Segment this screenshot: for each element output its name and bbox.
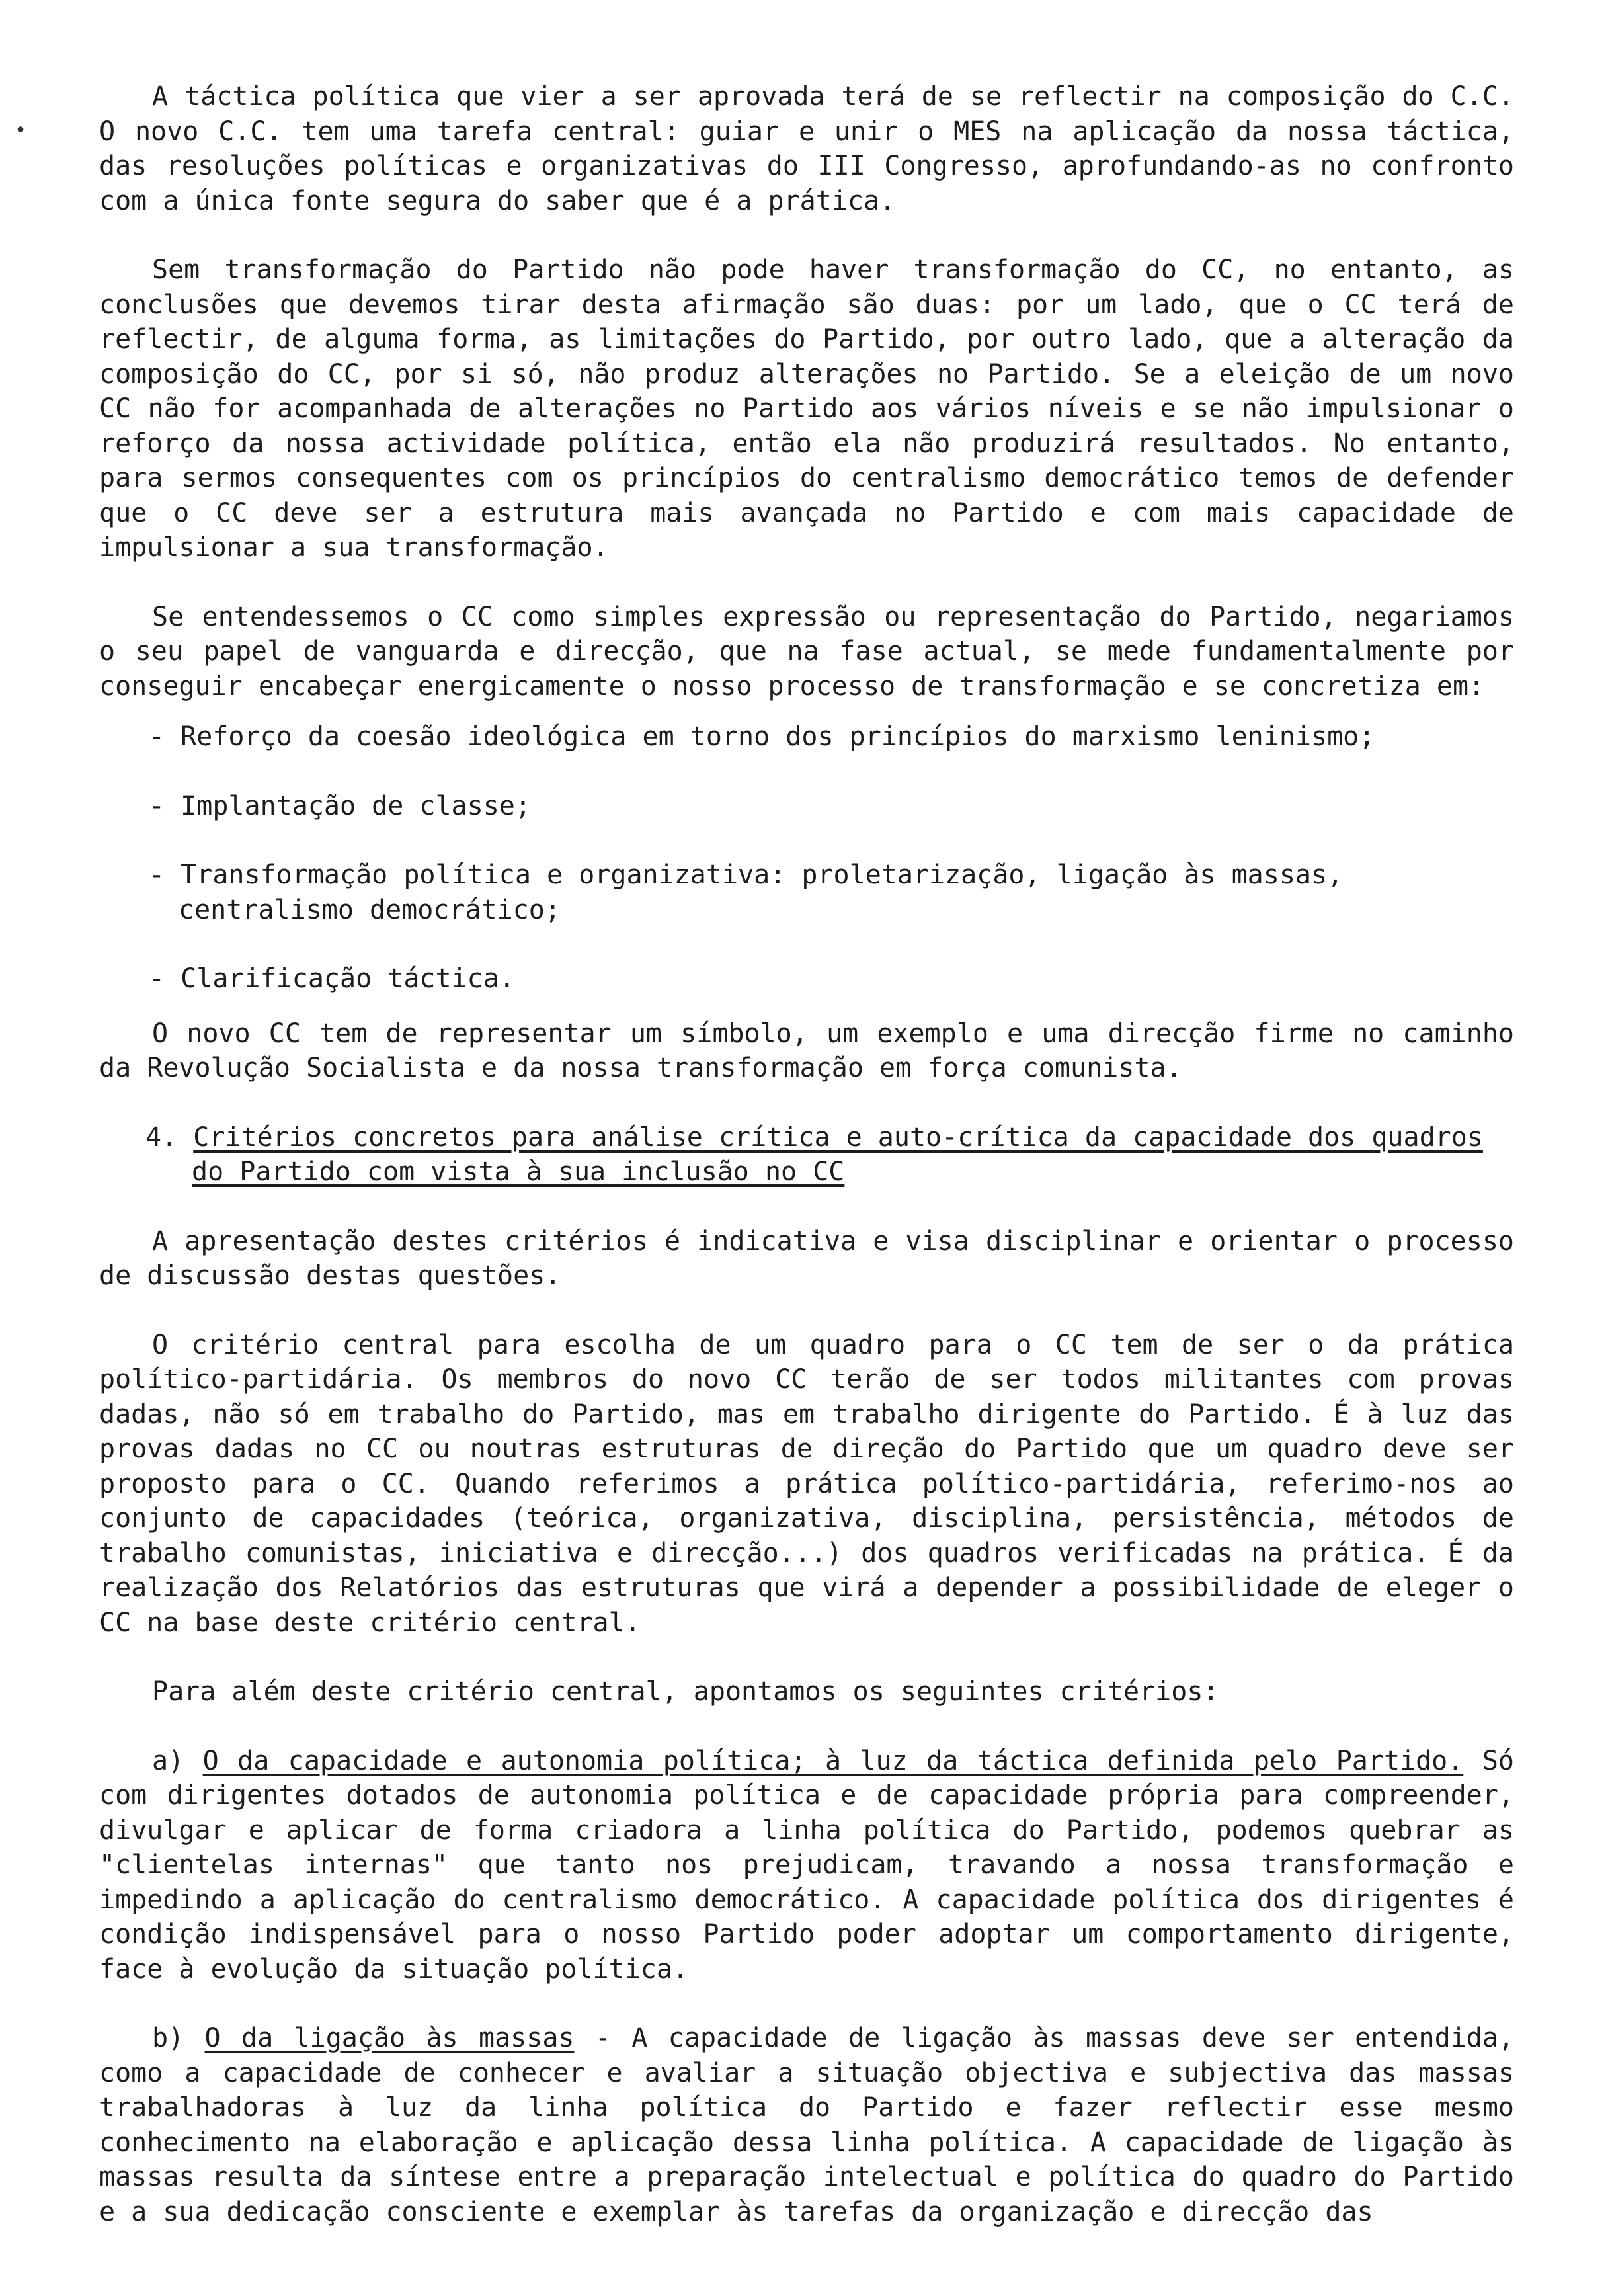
section-title: Critérios concretos para análise crítica e auto-crítica da capacidade dos quadros do Partido com vista à sua inclusão no CC xyxy=(192,1122,1483,1187)
list-item: - Transformação política e organizativa: proletarização, ligação às massas, centralismo democrático; xyxy=(149,860,1344,925)
paragraph-apresentacao: A apresentação destes critérios é indicativa e visa disciplinar e orientar o processo de discussão destas questões. xyxy=(99,1225,1514,1291)
paragraph-outros-criterios: Para além deste critério central, apontamos os seguintes critérios: xyxy=(152,1676,1219,1707)
criterion-b-body: - A capacidade de ligação às massas deve ser entendida, como a capacidade de conhecer e avaliar a situação objectiva e subjectiva das massas trabalhadoras à luz da linha política do Partido e fazer reflectir esse mesmo conhecimento na elaboração e aplicação dessa linha política. A capacidade de ligação às massas resulta da síntese entre a preparação intelectual e política do quadro do Partido e a sua dedicação consciente e exemplar às tarefas da organização e direcção das xyxy=(99,2023,1514,2227)
paragraph-transformacao-cc: Sem transformação do Partido não pode haver transformação do CC, no entanto, as conclusões que devemos tirar desta afirmação são duas: por um lado, que o CC terá de reflectir, de alguma forma, as limitações do Partido, por outro lado, que a alteração da composição do CC, por si só, não produz alterações no Partido. Se a eleição de um novo CC não for acompanhada de alterações no Partido aos vários níveis e se não impulsionar o reforço da nossa actividade política, então ela não produzirá resultados. No entanto, para sermos consequentes com os princípios do centralismo democrático temos de defender que o CC deve ser a estrutura mais avançada no Partido e com mais capacidade de impulsionar a sua transformação. xyxy=(99,255,1514,563)
paragraph-criterio-central: O critério central para escolha de um quadro para o CC tem de ser o da prática político-partidária. Os membros do novo CC terão de ser todos militantes com provas dadas, não só em trabalho do Partido, mas em trabalho dirigente do Partido. É à luz das provas dadas no CC ou noutras estruturas de direção do Partido que um quadro deve ser proposto para o CC. Quando referimos a prática político-partidária, referimo-nos ao conjunto de capacidades (teórica, organizativa, disciplina, persistência, métodos de trabalho comunistas, iniciativa e direcção...) dos quadros verificadas na prática. É da realização dos Relatórios das estruturas que virá a depender a possibilidade de eleger o CC na base deste critério central. xyxy=(99,1329,1514,1638)
paragraph-tactica: A táctica política que vier a ser aprovada terá de se reflectir na composição do C.C. O novo C.C. tem uma tarefa central: guiar e unir o MES na aplicação da nossa táctica, das resoluções políticas e organizativas do III Congresso, aprofundando-as no confronto com a única fonte segura do saber que é a prática. xyxy=(99,81,1514,216)
criterion-b-title: O da ligação às massas xyxy=(204,2023,575,2053)
list-item: - Reforço da coesão ideológica em torno dos princípios do marxismo leninismo; xyxy=(149,721,1375,752)
criterion-a xyxy=(99,1744,1514,1987)
section-heading-4 xyxy=(99,1120,1514,1190)
list-item: - Implantação de classe; xyxy=(149,790,531,821)
list-item: - Clarificação táctica. xyxy=(149,964,515,994)
criterion-b-label: b) xyxy=(152,2023,184,2053)
document-page xyxy=(99,79,1514,2264)
paragraph-papel-vanguarda: Se entendessemos o CC como simples expressão ou representação do Partido, negariamos o seu papel de vanguarda e direcção, que na fase actual, se mede fundamentalmente por conseguir encabeçar energicamente o nosso processo de transformação e se concretiza em: xyxy=(99,601,1514,702)
list-concretizacao xyxy=(99,719,1514,997)
section-number: 4. xyxy=(145,1122,178,1153)
criterion-a-body: Só com dirigentes dotados de autonomia política e de capacidade própria para compreender, divulgar e aplicar de forma criadora a linha política do Partido, podemos quebrar as "clientelas internas" que tanto nos prejudicam, travando a nossa transformação e impedindo a aplicação do centralismo democrático. A capacidade política dos dirigentes é condição indispensável para o nosso Partido poder adoptar um comportamento dirigente, face à evolução da situação política. xyxy=(99,1745,1514,1985)
criterion-b xyxy=(99,2021,1514,2229)
criterion-a-title: O da capacidade e autonomia política; à luz da táctica definida pelo Partido. xyxy=(202,1745,1464,1776)
margin-dot-mark: • xyxy=(15,119,27,142)
criterion-a-label: a) xyxy=(152,1745,184,1776)
paragraph-novo-cc: O novo CC tem de representar um símbolo, um exemplo e uma direcção firme no caminho da Revolução Socialista e da nossa transformação em força comunista. xyxy=(99,1018,1514,1083)
